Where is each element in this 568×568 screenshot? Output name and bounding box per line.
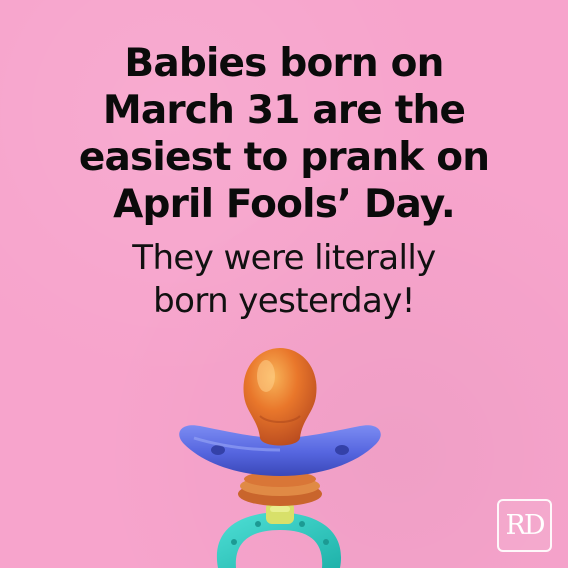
joke-setup-line: easiest to prank on [78,135,490,180]
joke-punchline-line: born yesterday! [153,281,415,321]
joke-setup-line: March 31 are the [102,88,466,133]
rd-logo-text: RD [505,510,544,541]
joke-punchline-line: They were literally [132,238,436,278]
pacifier-nipple [243,348,316,446]
joke-setup-text [0,40,568,228]
joke-setup-line: Babies born on [124,41,444,86]
joke-setup-line: April Fools’ Day. [113,182,455,227]
joke-punchline-text [0,237,568,323]
pacifier-image [160,346,400,568]
rd-logo-badge [497,499,552,552]
